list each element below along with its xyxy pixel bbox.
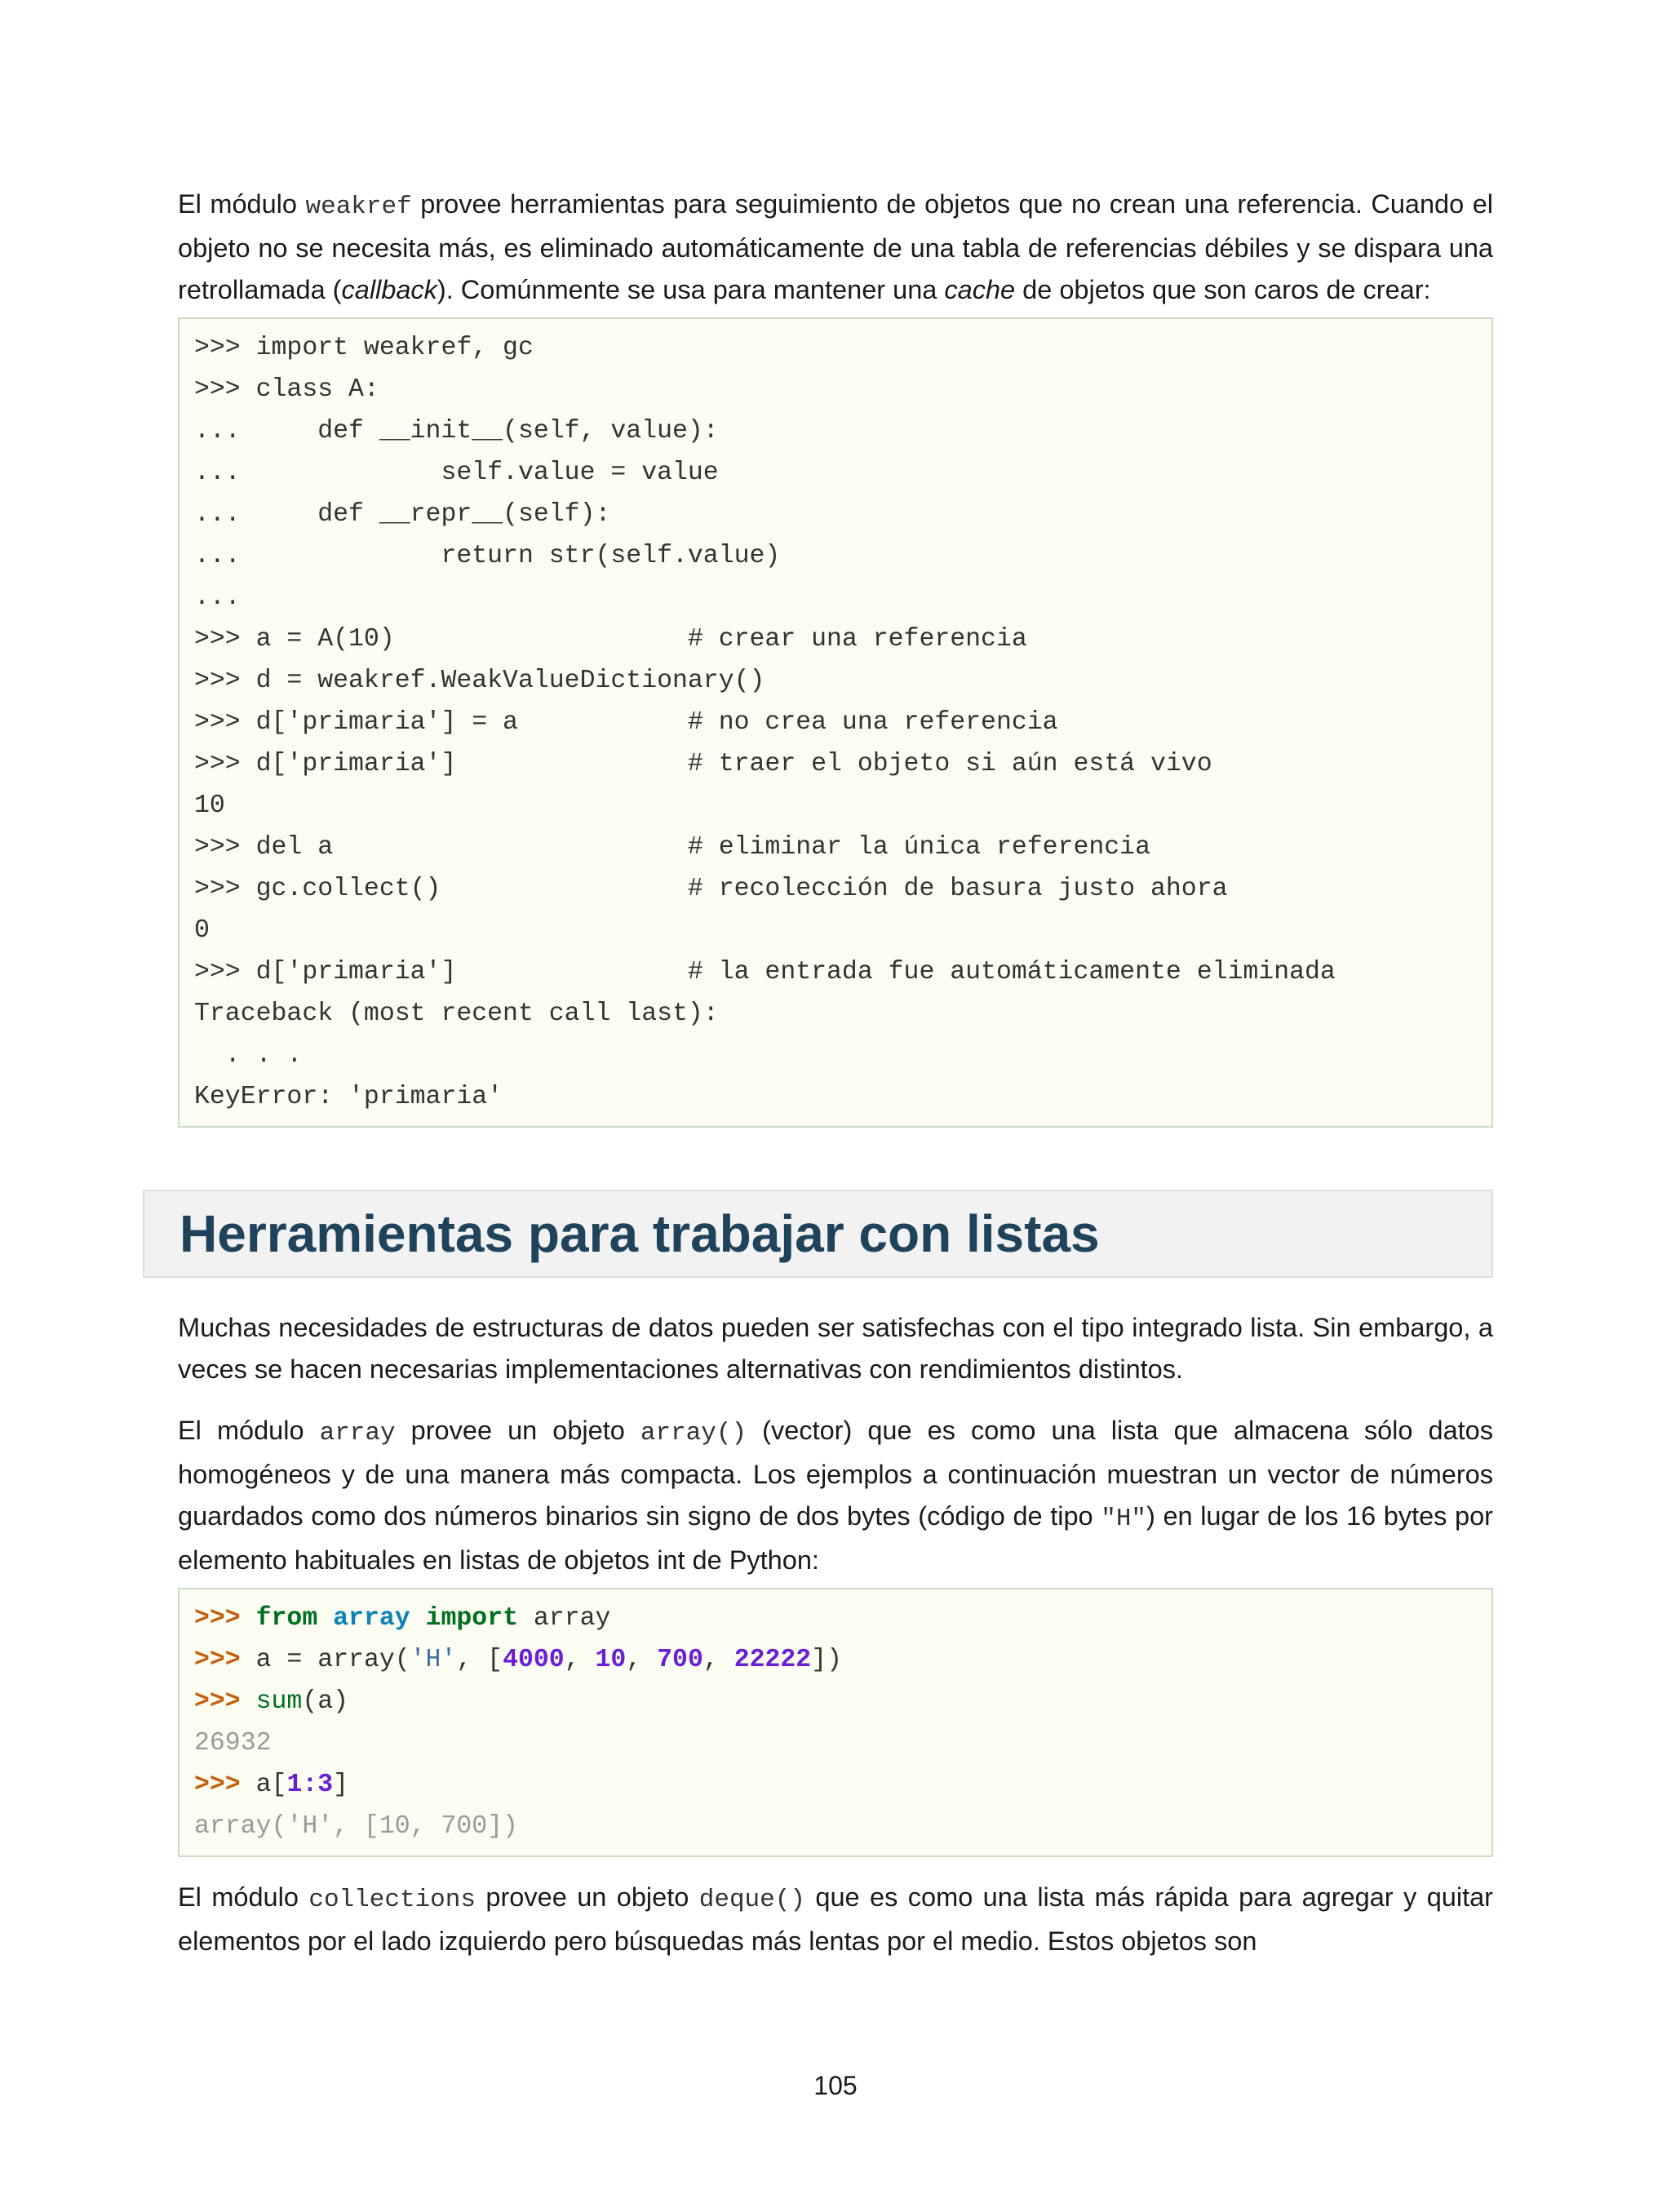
array-paragraph [178, 1410, 1493, 1581]
intro-paragraph [178, 184, 1493, 311]
code-line: ... def __repr__(self): [194, 500, 611, 529]
prompt: >>> [194, 1604, 241, 1633]
code-block-weakref [178, 317, 1493, 1128]
code-line: . . . [194, 1041, 303, 1070]
emphasis: cache [944, 275, 1016, 304]
string: 'H' [410, 1646, 457, 1674]
number: 22222 [734, 1646, 812, 1674]
code-line: >>> d['primaria'] = a # no crea una referencia [194, 708, 1058, 737]
code-block-array [178, 1588, 1493, 1857]
number: 4000 [503, 1646, 565, 1674]
number: 1:3 [286, 1771, 334, 1799]
code-line [194, 1598, 1477, 1639]
code-text: (a) [302, 1687, 349, 1716]
code-text: , [626, 1646, 642, 1674]
inline-code: deque() [698, 1886, 805, 1914]
builtin: sum [255, 1687, 303, 1716]
text: El módulo [178, 1882, 299, 1912]
code-line: >>> gc.collect() # recolección de basura justo ahora [194, 875, 1228, 903]
inline-code: collections [308, 1886, 476, 1914]
code-line: ... def __init__(self, value): [194, 417, 719, 446]
text: provee un objeto [485, 1882, 689, 1912]
code-text: , [ [456, 1646, 503, 1674]
code-line: ... return str(self.value) [194, 542, 781, 570]
emphasis: callback [341, 275, 437, 304]
code-line [194, 1764, 1477, 1806]
code-line [194, 1681, 1477, 1722]
inline-code: array() [640, 1419, 747, 1447]
code-text: a[ [255, 1771, 287, 1799]
number: 700 [657, 1646, 703, 1674]
code-output: array('H', [10, 700]) [194, 1812, 518, 1841]
code-text: , [703, 1646, 719, 1674]
page-content [178, 184, 1493, 1962]
code-line: >>> d['primaria'] # traer el objeto si aún está vivo [194, 750, 1212, 778]
code-output: 26932 [194, 1729, 272, 1758]
code-line: KeyError: 'primaria' [194, 1083, 503, 1111]
code-line: >>> d = weakref.WeakValueDictionary() [194, 667, 765, 695]
prompt: >>> [194, 1646, 241, 1674]
prompt: >>> [194, 1687, 241, 1716]
text: El módulo [178, 1416, 304, 1445]
text: que es como una lista más rápida para agregar y quitar elementos por el lado izquierdo pero búsquedas más lentas por el medio. Estos objetos son [178, 1882, 1493, 1956]
keyword: import [425, 1604, 518, 1633]
section-title: Herramientas para trabajar con listas [180, 1204, 1100, 1263]
text: provee herramientas para seguimiento de objetos que no crean una referencia. Cuando el objeto no se necesita más, es eliminado automáticamente de una tabla de referencias débiles y se dispara una retrollamada ( [178, 189, 1493, 304]
text: provee un objeto [410, 1416, 625, 1445]
code-line: >>> del a # eliminar la única referencia [194, 833, 1150, 862]
text: ). Comúnmente se usa para mantener una [437, 275, 937, 304]
inline-code: array [319, 1419, 396, 1447]
code-line: Traceback (most recent call last): [194, 1000, 719, 1028]
code-line: >>> d['primaria'] # la entrada fue automáticamente eliminada [194, 958, 1336, 986]
text: de objetos que son caros de crear: [1022, 275, 1431, 304]
code-line: >>> import weakref, gc [194, 334, 534, 362]
text: ) en lugar de los 16 bytes por elemento habituales en listas de objetos int de Python: [178, 1501, 1494, 1575]
code-text: a = array( [255, 1646, 410, 1674]
code-line: >>> a = A(10) # crear una referencia [194, 625, 1027, 654]
name: array [533, 1604, 611, 1633]
code-text: , [564, 1646, 580, 1674]
code-line: >>> class A: [194, 375, 379, 404]
code-line [194, 1639, 1477, 1681]
collections-paragraph [178, 1877, 1493, 1962]
code-line: ... [194, 583, 241, 612]
section-heading-box [143, 1190, 1493, 1278]
lists-intro-paragraph: Muchas necesidades de estructuras de datos pueden ser satisfechas con el tipo integrado lista. Sin embargo, a veces se hacen necesarias implementaciones alternativas con rendimientos distintos. [178, 1313, 1493, 1384]
prompt: >>> [194, 1771, 241, 1799]
code-text: ] [333, 1771, 349, 1799]
code-line: 10 [194, 791, 225, 820]
inline-code: "H" [1101, 1505, 1147, 1533]
module-name: array [333, 1604, 410, 1633]
text: El módulo [178, 189, 297, 219]
number: 10 [595, 1646, 627, 1674]
page-number: 105 [813, 2071, 858, 2100]
inline-code: weakref [305, 193, 412, 221]
code-line: ... self.value = value [194, 459, 719, 487]
code-line: 0 [194, 916, 210, 945]
keyword: from [255, 1604, 318, 1633]
text: (vector) que es como una lista que almacena sólo datos homogéneos y de una manera más compacta. Los ejemplos a continuación muestran un vector de números guardados como dos números binarios sin signo de dos bytes (código de tipo [178, 1416, 1494, 1531]
code-text: ]) [811, 1646, 843, 1674]
